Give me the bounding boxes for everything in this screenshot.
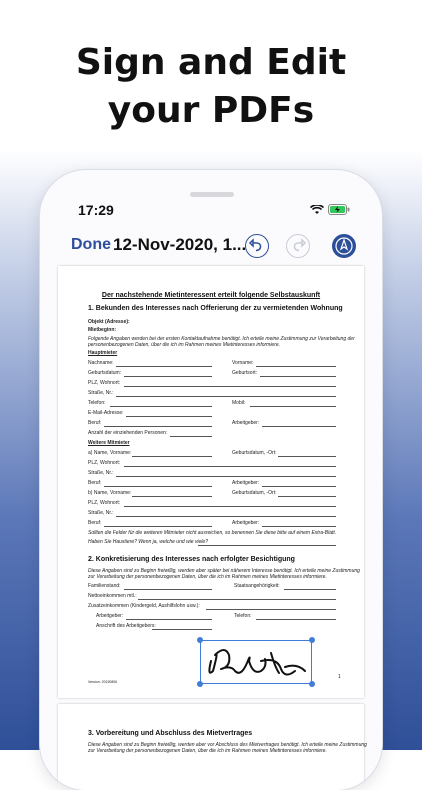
label-arbeitgeber: Arbeitgeber:	[232, 420, 260, 426]
field-geburtsort[interactable]	[260, 376, 336, 377]
speaker-grille	[190, 192, 234, 197]
resize-handle-bottom-right[interactable]	[309, 681, 315, 687]
field-a-geburt[interactable]	[278, 456, 336, 457]
label-geburtsort: Geburtsort:	[232, 370, 258, 376]
field-telefon-3[interactable]	[256, 619, 336, 620]
label-a-arbeitgeber: Arbeitgeber:	[232, 480, 260, 486]
note-text: Sollten die Felder für die weiteren Mitmieter nicht ausreichen, so benennen Sie diese bitte auf einem Extra-Blatt.	[88, 530, 337, 536]
label-haustiere: Haben Sie Haustiere? Wenn ja, welche und wie viele?	[88, 539, 208, 545]
field-b-geburt[interactable]	[278, 496, 336, 497]
done-button[interactable]: Done	[71, 236, 111, 253]
wifi-icon	[310, 205, 324, 215]
label-plz: PLZ, Wohnort:	[88, 380, 121, 386]
status-time: 17:29	[78, 202, 114, 218]
label-weitere-mitmieter: Weitere Mitmieter	[88, 440, 130, 446]
label-a-name: a) Name, Vorname:	[88, 450, 132, 456]
field-beruf[interactable]	[104, 426, 212, 427]
field-haustiere[interactable]	[198, 545, 336, 546]
field-anschrift[interactable]	[152, 629, 212, 630]
field-b-plz[interactable]	[124, 506, 336, 507]
page-number: 1	[338, 674, 341, 680]
label-staatsangehoerigkeit: Staatsangehörigkeit:	[234, 583, 280, 589]
signature-selection[interactable]	[200, 640, 312, 684]
field-nachname[interactable]	[116, 366, 212, 367]
label-beruf: Beruf:	[88, 420, 102, 426]
label-mobil: Mobil:	[232, 400, 246, 406]
label-arbeitgeber-3: Arbeitgeber:	[96, 613, 124, 619]
signature-image	[201, 641, 311, 683]
label-anschrift: Anschrift des Arbeitgebers:	[96, 623, 156, 629]
field-geburtsdatum[interactable]	[124, 376, 212, 377]
field-staatsangehoerigkeit[interactable]	[284, 589, 336, 590]
pdf-page-1[interactable]	[58, 266, 364, 698]
document-title: 12-Nov-2020, 1...	[113, 235, 247, 254]
label-b-plz: PLZ, Wohnort:	[88, 500, 121, 506]
field-netto[interactable]	[138, 599, 336, 600]
label-netto: Nettoeinkommen mtl.:	[88, 593, 137, 599]
section-3-heading: 3. Vorbereitung und Abschluss des Mietvertrages	[88, 730, 253, 737]
field-b-strasse[interactable]	[116, 516, 336, 517]
label-telefon-3: Telefon:	[234, 613, 252, 619]
intro-text-1: Folgende Angaben werden bei der ersten Kontaktaufnahme benötigt. Ich erteile meine Zustimmung zur Verarbeitung der	[88, 336, 355, 342]
form-title: Der nachstehende Mietinteressent erteilt folgende Selbstauskunft	[101, 292, 321, 299]
intro-text-2: personenbezogenen Daten, über die ich im Rahmen meines Mietinteresses informiere.	[88, 342, 281, 348]
field-arbeitgeber-3[interactable]	[126, 619, 212, 620]
label-objekt: Objekt (Adresse):	[88, 319, 130, 325]
section-2-heading: 2. Konkretisierung des Interesses nach erfolgter Besichtigung	[88, 556, 295, 563]
field-a-plz[interactable]	[124, 466, 336, 467]
battery-charging-icon	[328, 204, 350, 215]
field-mobil[interactable]	[250, 406, 336, 407]
resize-handle-bottom-left[interactable]	[197, 681, 203, 687]
pdf-page-2[interactable]	[58, 704, 367, 790]
label-anzahl: Anzahl der einziehenden Personen:	[88, 430, 168, 436]
resize-handle-top-right[interactable]	[309, 637, 315, 643]
headline-line-2: your PDFs	[107, 90, 315, 131]
headline-line-1: Sign and Edit	[75, 42, 347, 83]
intro-text-4: zur Verarbeitung der personenbezogenen Daten, über die ich im Rahmen meines Mietinteresses informiere.	[88, 574, 327, 580]
resize-handle-top-left[interactable]	[197, 637, 203, 643]
field-arbeitgeber[interactable]	[262, 426, 336, 427]
field-b-beruf[interactable]	[104, 526, 212, 527]
page2-intro-2: zur Verarbeitung der personenbezogenen Daten, über die ich im Rahmen meines Mietinteresses informiere.	[88, 748, 327, 754]
label-email: E-Mail-Adresse:	[88, 410, 124, 416]
field-strasse[interactable]	[116, 396, 336, 397]
label-a-plz: PLZ, Wohnort:	[88, 460, 121, 466]
field-a-name[interactable]	[132, 456, 212, 457]
label-b-strasse: Straße, Nr.:	[88, 510, 114, 516]
label-zusatz: Zusatzeinkommen (Kindergeld, Aushilfslohn usw.):	[88, 603, 200, 609]
label-b-arbeitgeber: Arbeitgeber:	[232, 520, 260, 526]
label-b-name: b) Name, Vorname:	[88, 490, 132, 496]
field-b-name[interactable]	[132, 496, 212, 497]
label-a-strasse: Straße, Nr.:	[88, 470, 114, 476]
label-vorname: Vorname:	[232, 360, 254, 366]
label-hauptmieter: Hauptmieter	[88, 350, 118, 356]
field-plz[interactable]	[124, 386, 336, 387]
undo-icon[interactable]	[245, 234, 269, 258]
version-label: Version: 20190806	[88, 680, 118, 684]
label-a-beruf: Beruf:	[88, 480, 102, 486]
label-strasse: Straße, Nr.:	[88, 390, 114, 396]
field-b-arbeitgeber[interactable]	[262, 526, 336, 527]
field-zusatz[interactable]	[206, 609, 336, 610]
label-a-geburt: Geburtsdatum, -Ort:	[232, 450, 277, 456]
field-vorname[interactable]	[256, 366, 336, 367]
field-familienstand[interactable]	[124, 589, 212, 590]
pen-icon[interactable]	[332, 234, 356, 258]
field-a-arbeitgeber[interactable]	[262, 486, 336, 487]
label-telefon: Telefon:	[88, 400, 106, 406]
label-mietbeginn: Mietbeginn:	[88, 327, 117, 333]
toolbar	[40, 230, 382, 260]
redo-icon[interactable]	[286, 234, 310, 258]
label-geburtsdatum: Geburtsdatum:	[88, 370, 122, 376]
field-anzahl[interactable]	[170, 436, 212, 437]
label-b-beruf: Beruf:	[88, 520, 102, 526]
label-nachname: Nachname:	[88, 360, 114, 366]
phone-frame	[40, 170, 382, 790]
field-a-strasse[interactable]	[116, 476, 336, 477]
field-email[interactable]	[126, 416, 212, 417]
page2-intro-1: Diese Angaben sind zu Beginn freiwillig, werden aber vor Abschluss des Mietvertrages benötigt. Ich erteile meine Zustimmung	[88, 742, 367, 748]
status-icons	[310, 204, 350, 215]
section-1-heading: 1. Bekunden des Interesses nach Offerierung der zu vermietenden Wohnung	[88, 305, 343, 312]
label-b-geburt: Geburtsdatum, -Ort:	[232, 490, 277, 496]
field-telefon[interactable]	[110, 406, 212, 407]
label-familienstand: Familienstand:	[88, 583, 121, 589]
field-a-beruf[interactable]	[104, 486, 212, 487]
intro-text-3: Diese Angaben sind zu Beginn freiwillig, werden aber später bei näherem Interesse benötigt. Ich erteile meine Zustimmung	[88, 568, 360, 574]
